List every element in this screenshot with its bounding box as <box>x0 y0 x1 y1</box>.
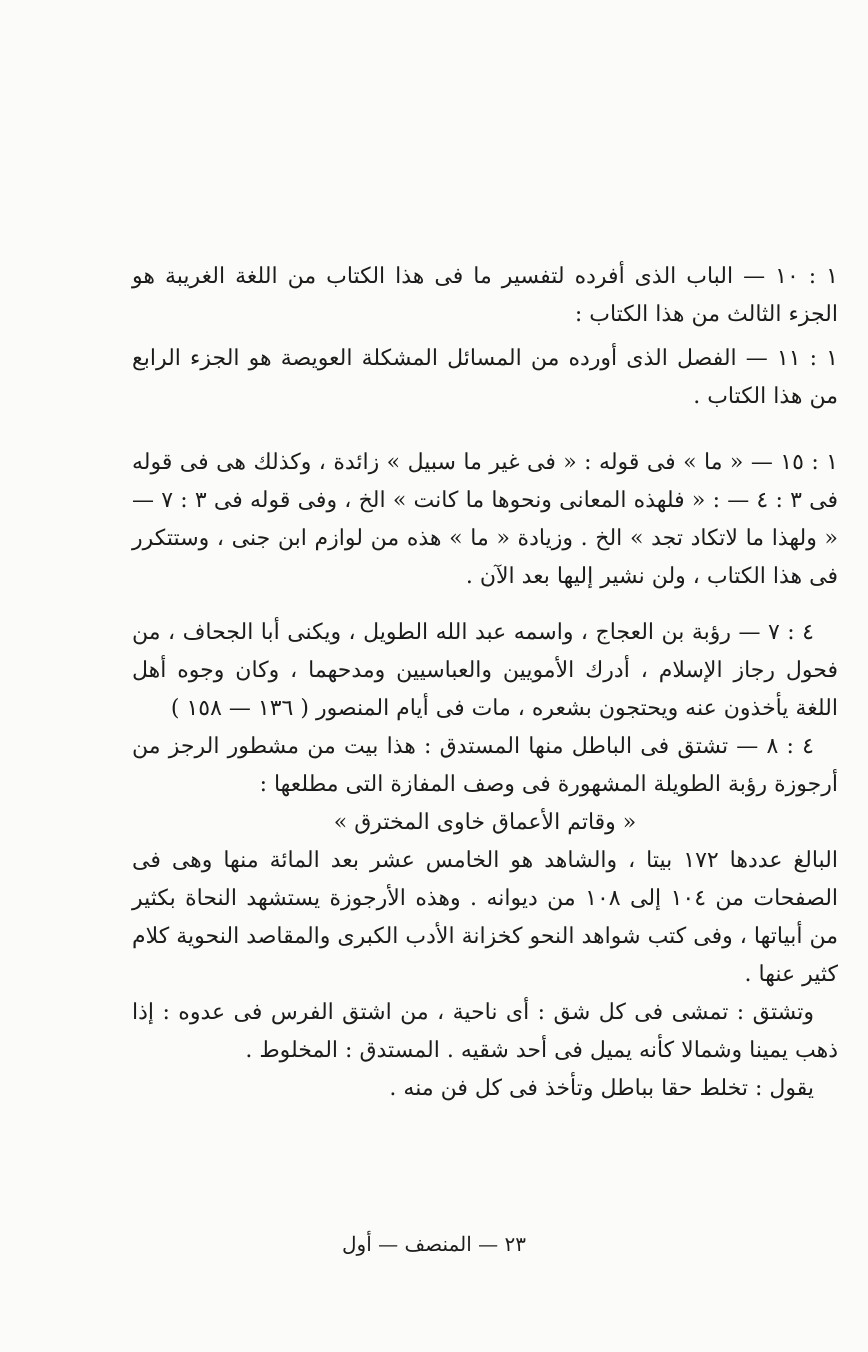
page-footer: ٢٣ — المنصف — أول <box>342 1232 526 1256</box>
note-4-8: ٤ : ٨ — تشتق فى الباطل منها المستدق : هذا بيت من مشطور الرجز من أرجوزة رؤبة الطويلة المشهورة فى وصف المفازة التى مطلعها : <box>132 734 838 797</box>
note-1-10: ١ : ١٠ — الباب الذى أفرده لتفسير ما فى هذا الكتاب من اللغة الغريبة هو الجزء الثالث من هذا الكتاب : <box>132 264 838 327</box>
note-1-11: ١ : ١١ — الفصل الذى أورده من المسائل المشكلة العويصة هو الجزء الرابع من هذا الكتاب . <box>132 346 838 409</box>
page-body <box>132 258 838 1108</box>
verse-quote: « وقاتم الأعماق خاوى المخترق » <box>333 810 637 835</box>
note-poem-details: البالغ عددها ١٧٢ بيتا ، والشاهد هو الخامس عشر بعد المائة منها وهى فى الصفحات من ١٠٤ إلى ١٠٨ من ديوانه . وهذه الأرجوزة يستشهد النحاة بكثير من أبياتها ، وفى كتب شواهد النحو كخزانة الأدب الكبرى والمقاصد النحوية كلام كثير عنها . <box>132 848 839 987</box>
note-meaning: يقول : تخلط حقا بباطل وتأخذ فى كل فن منه . <box>389 1076 814 1101</box>
note-1-15: ١ : ١٥ — « ما » فى قوله : « فى غير ما سبيل » زائدة ، وكذلك هى فى قوله فى ٣ : ٤ — : « فلهذه المعانى ونحوها ما كانت » الخ ، وفى قوله فى ٣ : ٧ — « ولهذا ما لاتكاد تجد » الخ . وزيادة « ما » هذه من لوازم ابن جنى ، وستتكرر فى هذا الكتاب ، ولن نشير إليها بعد الآن . <box>132 450 838 589</box>
note-tashtaqq: وتشتق : تمشى فى كل شق : أى ناحية ، من اشتق الفرس فى عدوه : إذا ذهب يمينا وشمالا كأنه يميل فى أحد شقيه . المستدق : المخلوط . <box>132 1000 838 1063</box>
note-4-7: ٤ : ٧ — رؤبة بن العجاج ، واسمه عبد الله الطويل ، ويكنى أبا الجحاف ، من فحول رجاز الإسلام ، أدرك الأمويين والعباسيين ومدحهما ، وكان وجوه أهل اللغة يأخذون عنه ويحتجون بشعره ، مات فى أيام المنصور ( ١٣٦ — ١٥٨ ) <box>132 620 838 721</box>
